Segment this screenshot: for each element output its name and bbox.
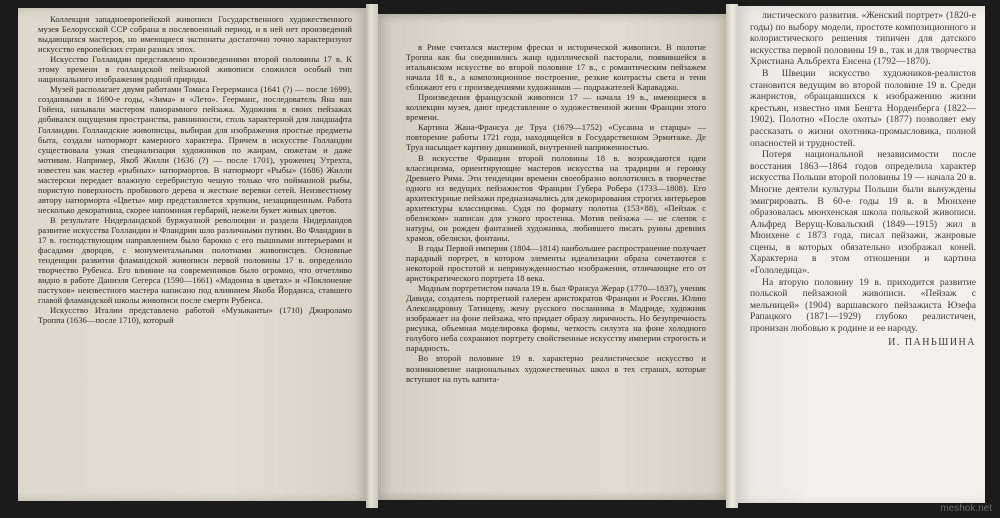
- paragraph: Картина Жана-Франсуа де Труа (1679—1752) «Сусанна и старцы» — повторение работы 1721 года, находящейся в Государственном Эрмитаже. Де Труа насыщает картину динамикой, внутренней напряженностью.: [406, 122, 706, 153]
- left-page-text: [38, 14, 352, 325]
- paragraph: в Риме считался мастером фрески и исторической живописи. В полотне Троппа как бы соединились жанр идиллической пасторали, появившейся в итальянском искусстве во второй половине 17 в., с романтическим пейзажем начала 18 в., а композиционное построение, резкие контрасты света и тени сближают его с произведениями художников — подражателей Караваджо.: [406, 42, 706, 93]
- paragraph: В результате Нидерландской буржуазной революции и раздела Нидерландов развитие искусства Голландии и Фландрии шло различными путями. Во Фландрии в 17 в. господствующим направлением было барокко с его пышными интерьерами и фасадами дворцов, с монументальными полотнами живописцев. Основные тенденции развития фламандской живописи первой половины 17 в. определило творчество Рубенса. Его влияние на современников было огромно, что отчетливо видно в работе Даниэля Сегерса (1590—1661) «Мадонна в цветах» и «Поклонение пастухов» неизвестного мастера написано под влиянием Якоба Йорданса, ставшего главой фламандской школы живописи после смерти Рубенса.: [38, 214, 352, 306]
- left-page: [18, 8, 368, 501]
- site-watermark: meshok.net: [940, 503, 992, 514]
- paragraph: Музей располагает двумя работами Томаса Геерерманса (1641 (?) — после 1699), созданными в 1690-е годы, «Зима» и «Лето». Геерманс, последователь Яна ван Гойена, называли мастером панорамного пейзажа. Художник в своих пейзажах добивался ощущения пространства, равнинности, столь характерной для ландшафта Голландии. Голландские живописцы, выбирая для изображения простые предметы быта, создали натюрморт камерного характера. Причем в искусстве Голландии существовала узкая специализация художников по жанрам, сюжетам и даже мотивам. Например, Якоб Жилли (1636 (?) — после 1701), уроженец Утрехта, известен как мастер «рыбных» натюрмортов. В натюрморт «Рыбы» (1686) Жилли мастерски передает влажную серебристую чешую только что пойманной рыбы, пористую поверхность пробкового дерева и жесткие веревки сетей. Неизвестному автору натюрморта «Цветы» мир представляется хрупким, незащищенным. Работа несколько декоративна, скорее напоминая гербарий, нежели букет живых цветов.: [38, 84, 352, 215]
- paragraph: Потеря национальной независимости после восстания 1863—1864 годов определила характер искусства Польши второй половины 19 — начала 20 в. Многие деятели культуры Польши были вынуждены эмигрировать. В 60-е годы 19 в. в Мюнхене образовалась мюнхенская школа польской живописи. Альфред Верущ-Ковальский (1849—1915) жил в Мюнхене с 1873 года, писал пейзажи, жанровые сцены, в которых обязательно изображал коней. Характерна в этом отношении и картина «Гололедица».: [750, 149, 976, 277]
- paragraph: Модным портретистом начала 19 в. был Франсуа Жерар (1770—1837), ученик Давида, создатель портретной галереи аристократов Франции и России. Юлию Александровну Татищеву, жену русского посланника в Мадриде, художник изображает на фоне пейзажа, что придает образу лиричность. Но безупречность рисунка, объемная моделировка формы, четкость силуэта на фоне холодного голубого неба сохраняют портрету свойственные искусству империи строгость и парадность.: [406, 283, 706, 354]
- right-page-text: [750, 10, 976, 348]
- author-signature: И. ПАНЬШИНА: [888, 336, 976, 348]
- paragraph: В годы Первой империи (1804—1814) наибольшее распространение получает парадный портрет, в котором элементы идеализации образа сочетаются с некоторой простотой и непринужденностью изображения, отличающие его от аристократического портрета 18 века.: [406, 242, 706, 284]
- paragraph: В искусстве Франции второй половины 18 в. возрождаются идеи классицизма, ориентирующие мастеров искусства на традиции и героику Древнего Рима. Эти тенденции времени своеобразно воплотились в творчестве одного из ведущих пейзажистов Франции Губера Робера (1733—1808). Его архитектурные пейзажи предназначались для декорирования строгих интерьеров архитектуры классицизма. Судя по формату полотна (153×88), «Пейзаж с обелиском» написан для узкого простенка. Мотив пейзажа — не слепок с натуры, он рожден фантазией художника, любившего писать руины древних храмов, обелиски, фонтаны.: [406, 152, 706, 243]
- paragraph: Коллекция западноевропейской живописи Государственного художественного музея Белорусской ССР собрана в послевоенный период, и в ней нет произведений выдающихся мастеров, но имеющиеся экспонаты достаточно точно характеризуют искусство европейских стран разных эпох.: [38, 14, 352, 55]
- paragraph: Во второй половине 19 в. характерно реалистическое искусство и возникновение национальных художественных школ в тех странах, которые вступают на путь капита-: [406, 353, 706, 384]
- middle-page-text: [406, 42, 706, 384]
- paragraph: Искусство Италии представлено работой «Музыканты» (1710) Джироламо Троппа (1636—после 1710), который: [38, 305, 352, 326]
- middle-page: [378, 14, 728, 500]
- paragraph: На вторую половину 19 в. приходится развитие польской пейзажной живописи. «Пейзаж с мельницей» (1904) варшавского пейзажиста Юзефа Рапацкого (1871—1929) глубоко реалистичен, пронизан любовью к родине и ее народу.: [750, 276, 976, 335]
- paragraph: Искусство Голландии представлено произведениями второй половины 17 в. К этому времени в голландской пейзажной живописи сложился особый тип национального изображения родной природы.: [38, 54, 352, 85]
- fold-crease: [366, 4, 378, 508]
- paragraph: листического развития. «Женский портрет» (1820-е годы) по выбору модели, простоте композиционного и колористического решения типичен для датского искусства первой половины 19 в., так и для творчества Христиана Альбрехта Енсена (1792—1870).: [750, 10, 976, 68]
- paragraph: Произведения французской живописи 17 — начала 19 в., имеющиеся в коллекции музея, дают представление о художественной жизни Франции этого времени.: [406, 92, 706, 123]
- right-page: [736, 6, 985, 503]
- paragraph: В Швеции искусство художников-реалистов становится ведущим во второй половине 19 в. Среди жанристов, обращавшихся к изображению жизни крестьян, известно имя Бенгта Норденберга (1822—1902). Полотно «После охоты» (1877) позволяет ему рассказать о жизни охотника-промысловика, полной опасностей и трудностей.: [750, 67, 976, 149]
